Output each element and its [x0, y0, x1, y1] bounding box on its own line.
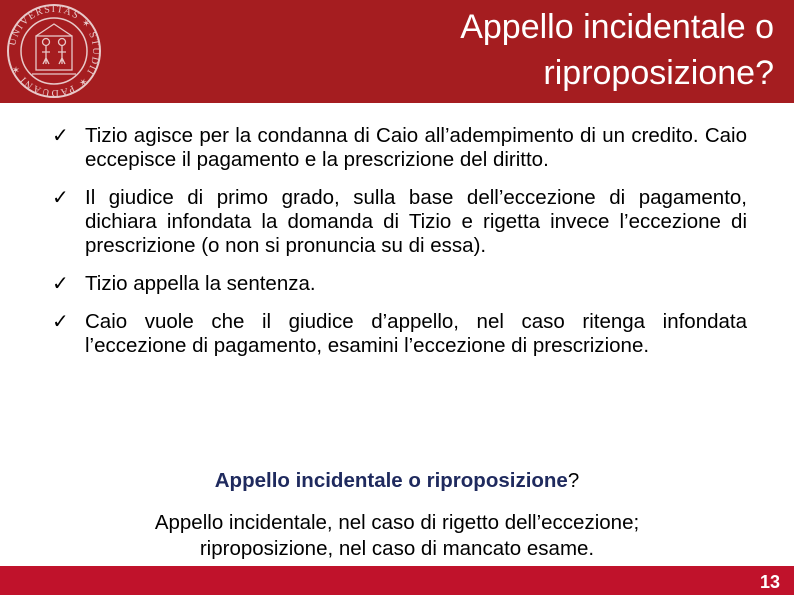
- list-item: [52, 186, 747, 258]
- list-item: [52, 272, 747, 296]
- answer-text: [80, 510, 714, 562]
- question-mark: ?: [567, 469, 580, 492]
- check-icon: ✓: [52, 311, 69, 333]
- list-item: [52, 310, 747, 358]
- svg-text:UNIVERSITAS ✶ STUDII ✶ PADUANI: UNIVERSITAS ✶ STUDII ✶ PADUANI ✶: [7, 3, 102, 99]
- answer-line-1: Appello incidentale, nel caso di rigetto dell’eccezione;: [154, 511, 640, 534]
- page-number: 13: [759, 572, 780, 592]
- check-icon: ✓: [52, 187, 69, 209]
- footer-bar: [0, 566, 794, 595]
- check-icon: ✓: [52, 125, 69, 147]
- answer-line-2: riproposizione, nel caso di mancato esame.: [199, 537, 595, 560]
- title-line-2: riproposizione?: [543, 54, 774, 92]
- bullet-text: Tizio appella la sentenza.: [85, 272, 316, 295]
- list-item: [52, 124, 747, 172]
- slide-title: [214, 4, 774, 96]
- bullet-text: Il giudice di primo grado, sulla base dell’eccezione di pagamento, dichiara infondata la domanda di Tizio e rigetta invece l’eccezione di prescrizione (o non si pronuncia su di essa).: [85, 186, 747, 257]
- bullet-text: Caio vuole che il giudice d’appello, nel caso ritenga infondata l’eccezione di pagamento, esamini l’eccezione di prescrizione.: [85, 310, 747, 357]
- bullet-text: Tizio agisce per la condanna di Caio all’adempimento di un credito. Caio eccepisce il pagamento e la prescrizione del diritto.: [85, 124, 747, 171]
- check-icon: ✓: [52, 273, 69, 295]
- title-line-1: Appello incidentale o: [460, 8, 774, 46]
- university-seal-logo: [2, 0, 106, 102]
- header-bar: [0, 0, 794, 103]
- question-line: [0, 469, 794, 493]
- question-bold: Appello incidentale o riproposizione: [214, 469, 568, 492]
- bullet-list: [52, 124, 747, 372]
